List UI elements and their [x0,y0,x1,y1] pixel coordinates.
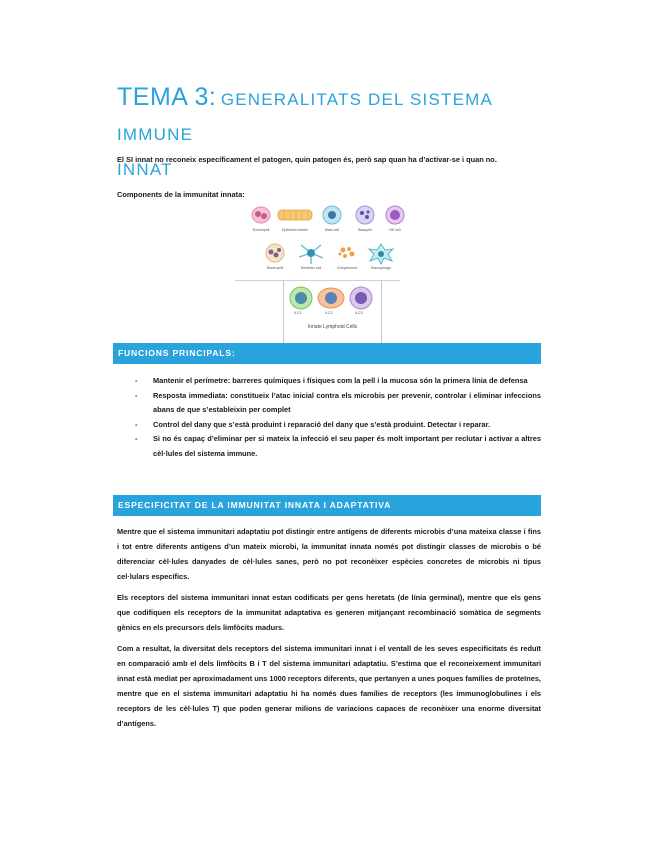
list-item: - Mantenir el perímetre: barreres químiques i físiques com la pell i la mucosa són la primera línia de defensa [135,376,528,385]
nk-cell [375,204,415,240]
components-label: Components de la immunitat innata: [117,190,245,199]
macrophage-cell [361,242,401,278]
paragraph: Mentre que el sistema immunitari adaptatiu pot distingir entre antígens de diferents microbis d’una mateixa classe i fins i tot entre diferents antígens d’un mateix microbi, la immunitat innata només pot distingir classes de microbis o bé diferenciar cèl·lules danyades de cèl·lules sanes, però no pot reconèixer espècies concretes de microbis ni tipus cel·lulars específics. [117,527,541,581]
epithelial-barrier [275,204,315,240]
funcions-list [135,374,541,461]
ilc1-label: ILC1 [294,311,302,315]
cell-label: NK cell [389,228,401,232]
paragraph: Els receptors del sistema immunitari innat estan codificats per gens heretats (de línia germinal), mentre que els gens que codifiquen els receptors de la immunitat adaptativa es generen mitjançant recombinació somàtica de segments gènics en els precursors dels limfòcits madurs. [117,593,541,632]
cell-label: Basophil [358,228,372,232]
ilc-caption: Innate Lymphoid Cells [307,324,358,330]
ilc3-label: ILC3 [355,311,363,315]
paragraph: Com a resultat, la diversitat dels receptors del sistema immunitari innat i el ventall de les seves especificitats és reduït en comparació amb el dels limfòcits B i T del sistema immunitari adaptatiu. S’estima que el reconeixement immunitari innat està mediat per aproximadament uns 1000 receptors diferents, que pertanyen a unes poques famílies de proteïnes, mentre que en el sistema immunitari adaptatiu hi ha només dues famílies de receptors (les immunoglobulines i els receptors de les cèl·lules T) que poden generar milions de variacions capaces de reconèixer una enorme diversitat d’antígens. [117,644,541,728]
cell-label: Macrophage [371,266,391,270]
cell-label: Dendritic cell [300,266,322,270]
title-main: TEMA 3: [117,83,217,111]
title-sub2: INNAT [117,160,173,179]
cell-label: Eosinophil [252,228,270,232]
title-sub: GENERALITATS DEL SISTEMA IMMUNE [117,90,493,144]
innate-components-figure [235,204,401,280]
neutrophil-cell [255,242,295,278]
intro-paragraph: El SI innat no reconeix específicament el patogen, quin patogen és, però sap quan ha d’activar-se i quan no. [117,155,497,164]
section-heading-especificitat: ESPECIFICITAT DE LA IMMUNITAT INNATA I ADAPTATIVA [113,495,541,516]
cell-label: Epithelial barrier [282,228,308,232]
section-heading-funcions: FUNCIONS PRINCIPALS: [113,343,541,364]
list-item: - Resposta immediata: constitueix l’atac inicial contra els microbis per prevenir, controlar i eliminar infeccions abans de que s’estableixin per complet [135,390,541,414]
list-item: - Control del dany que s’està produint i reparació del dany que s’està produint. Detectar i reparar. [135,419,491,429]
dendritic-cell [291,242,331,278]
cell-label: Mast cell [324,228,340,232]
cell-label: Complement [336,266,358,270]
innate-lymphoid-cells-figure [283,281,382,344]
ilc2-label: ILC2 [325,311,333,315]
page-title [117,80,547,188]
list-item: - Si no és capaç d’eliminar per si mateix la infecció el seu paper és molt important per reclutar i activar a altres cèl·lules del sistema immune. [135,434,541,458]
cell-label: Neutrophil [266,266,284,270]
